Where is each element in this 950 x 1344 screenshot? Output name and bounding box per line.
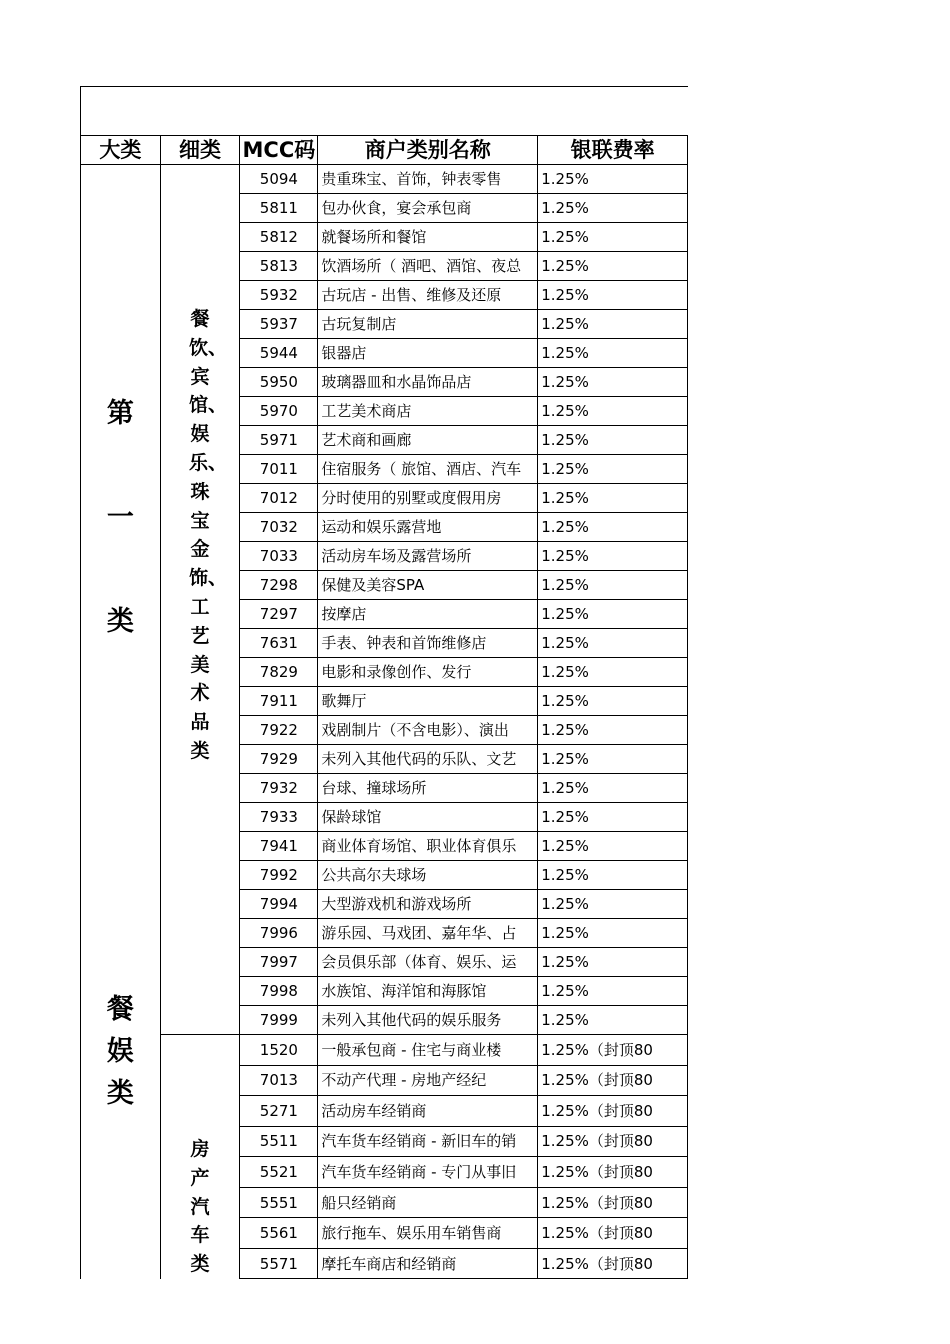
major-category-part3: 类: [106, 606, 134, 637]
rate-cell: 1.25%: [538, 716, 688, 745]
mcc-cell: 7998: [240, 977, 318, 1006]
header-name: 商户类别名称: [318, 136, 538, 165]
merchant-name-cell: 保健及美容SPA: [318, 571, 538, 600]
rate-cell: 1.25%（封顶80: [538, 1065, 688, 1096]
rate-cell: 1.25%（封顶80: [538, 1096, 688, 1127]
table-body: [81, 165, 688, 1279]
mcc-cell: 7933: [240, 803, 318, 832]
mcc-cell: 7829: [240, 658, 318, 687]
rate-cell: 1.25%: [538, 455, 688, 484]
mcc-cell: 5812: [240, 223, 318, 252]
rate-cell: 1.25%（封顶80: [538, 1187, 688, 1218]
merchant-name-cell: 摩托车商店和经销商: [318, 1248, 538, 1279]
mcc-cell: 7631: [240, 629, 318, 658]
rate-cell: 1.25%: [538, 223, 688, 252]
rate-cell: 1.25%: [538, 513, 688, 542]
mcc-cell: 5813: [240, 252, 318, 281]
sub-category-cell-2: [160, 1035, 240, 1279]
mcc-cell: 5937: [240, 310, 318, 339]
mcc-cell: 7992: [240, 861, 318, 890]
rate-cell: 1.25%: [538, 1006, 688, 1035]
rate-cell: 1.25%: [538, 687, 688, 716]
merchant-name-cell: 活动房车经销商: [318, 1096, 538, 1127]
rate-cell: 1.25%（封顶80: [538, 1126, 688, 1157]
sheet-title-row: [80, 86, 688, 135]
rate-cell: 1.25%: [538, 919, 688, 948]
merchant-name-cell: 会员俱乐部（体育、娱乐、运: [318, 948, 538, 977]
major-category-part1: 第: [106, 398, 134, 429]
rate-cell: 1.25%: [538, 252, 688, 281]
major-category-part4: 餐娱类: [106, 994, 134, 1109]
mcc-cell: 1520: [240, 1035, 318, 1066]
merchant-name-cell: 玻璃器皿和水晶饰品店: [318, 368, 538, 397]
rate-cell: 1.25%: [538, 542, 688, 571]
rate-sheet: [80, 86, 688, 1276]
mcc-cell: 5521: [240, 1157, 318, 1188]
merchant-name-cell: 饮酒场所（ 酒吧、酒馆、夜总: [318, 252, 538, 281]
mcc-cell: 7012: [240, 484, 318, 513]
mcc-cell: 7922: [240, 716, 318, 745]
rate-cell: 1.25%: [538, 948, 688, 977]
merchant-name-cell: 船只经销商: [318, 1187, 538, 1218]
mcc-cell: 7932: [240, 774, 318, 803]
header-rate: 银联费率: [538, 136, 688, 165]
mcc-cell: 5551: [240, 1187, 318, 1218]
merchant-name-cell: 分时使用的别墅或度假用房: [318, 484, 538, 513]
merchant-name-cell: 旅行拖车、娱乐用车销售商: [318, 1218, 538, 1249]
header-mcc: MCC码: [240, 136, 318, 165]
mcc-cell: 5094: [240, 165, 318, 194]
merchant-name-cell: 未列入其他代码的娱乐服务: [318, 1006, 538, 1035]
rate-cell: 1.25%: [538, 658, 688, 687]
merchant-name-cell: 保龄球馆: [318, 803, 538, 832]
mcc-cell: 7999: [240, 1006, 318, 1035]
merchant-name-cell: 古玩店 - 出售、维修及还原: [318, 281, 538, 310]
rate-cell: 1.25%（封顶80: [538, 1157, 688, 1188]
mcc-cell: 7911: [240, 687, 318, 716]
rate-cell: 1.25%: [538, 774, 688, 803]
merchant-name-cell: 商业体育场馆、职业体育俱乐: [318, 832, 538, 861]
merchant-name-cell: 古玩复制店: [318, 310, 538, 339]
rate-cell: 1.25%: [538, 368, 688, 397]
rate-cell: 1.25%: [538, 426, 688, 455]
merchant-name-cell: 一般承包商 - 住宅与商业楼: [318, 1035, 538, 1066]
mcc-cell: 7298: [240, 571, 318, 600]
merchant-name-cell: 未列入其他代码的乐队、文艺: [318, 745, 538, 774]
merchant-name-cell: 手表、钟表和首饰维修店: [318, 629, 538, 658]
merchant-name-cell: 水族馆、海洋馆和海豚馆: [318, 977, 538, 1006]
table-row: [81, 165, 688, 194]
sub-category-1-label: 餐饮、宾馆、娱乐、珠宝金饰、工艺美术品类: [189, 308, 228, 762]
merchant-name-cell: 就餐场所和餐馆: [318, 223, 538, 252]
mcc-cell: 5932: [240, 281, 318, 310]
mcc-cell: 7033: [240, 542, 318, 571]
mcc-cell: 7011: [240, 455, 318, 484]
merchant-name-cell: 汽车货车经销商 - 专门从事旧: [318, 1157, 538, 1188]
merchant-name-cell: 汽车货车经销商 - 新旧车的销: [318, 1126, 538, 1157]
mcc-cell: 5811: [240, 194, 318, 223]
merchant-name-cell: 住宿服务（ 旅馆、酒店、汽车: [318, 455, 538, 484]
merchant-name-cell: 公共高尔夫球场: [318, 861, 538, 890]
mcc-cell: 5944: [240, 339, 318, 368]
rate-cell: 1.25%: [538, 165, 688, 194]
mcc-cell: 5571: [240, 1248, 318, 1279]
mcc-cell: 5271: [240, 1096, 318, 1127]
table-row: [81, 1035, 688, 1066]
merchant-name-cell: 按摩店: [318, 600, 538, 629]
merchant-name-cell: 银器店: [318, 339, 538, 368]
mcc-cell: 5970: [240, 397, 318, 426]
merchant-name-cell: 电影和录像创作、发行: [318, 658, 538, 687]
mcc-cell: 7929: [240, 745, 318, 774]
rate-cell: 1.25%: [538, 600, 688, 629]
merchant-name-cell: 包办伙食，宴会承包商: [318, 194, 538, 223]
merchant-name-cell: 运动和娱乐露营地: [318, 513, 538, 542]
rate-cell: 1.25%: [538, 832, 688, 861]
rate-cell: 1.25%: [538, 397, 688, 426]
mcc-cell: 7013: [240, 1065, 318, 1096]
rate-cell: 1.25%（封顶80: [538, 1035, 688, 1066]
merchant-name-cell: 台球、撞球场所: [318, 774, 538, 803]
rate-table: [80, 135, 688, 1279]
mcc-cell: 7297: [240, 600, 318, 629]
mcc-cell: 5950: [240, 368, 318, 397]
header-row: [81, 136, 688, 165]
rate-cell: 1.25%: [538, 977, 688, 1006]
mcc-cell: 5511: [240, 1126, 318, 1157]
header-major: 大类: [81, 136, 161, 165]
major-category-cell: [81, 165, 161, 1279]
rate-cell: 1.25%: [538, 629, 688, 658]
mcc-cell: 7032: [240, 513, 318, 542]
major-category-part2: 一: [106, 502, 134, 533]
merchant-name-cell: 大型游戏机和游戏场所: [318, 890, 538, 919]
mcc-cell: 5971: [240, 426, 318, 455]
rate-cell: 1.25%: [538, 339, 688, 368]
sub-category-2-label: 房产汽车类: [190, 1138, 210, 1276]
merchant-name-cell: 活动房车场及露营场所: [318, 542, 538, 571]
merchant-name-cell: 工艺美术商店: [318, 397, 538, 426]
mcc-cell: 5561: [240, 1218, 318, 1249]
mcc-cell: 7997: [240, 948, 318, 977]
rate-cell: 1.25%: [538, 745, 688, 774]
merchant-name-cell: 游乐园、马戏团、嘉年华、占: [318, 919, 538, 948]
rate-cell: 1.25%（封顶80: [538, 1218, 688, 1249]
rate-cell: 1.25%: [538, 861, 688, 890]
merchant-name-cell: 戏剧制片（不含电影）、演出: [318, 716, 538, 745]
merchant-name-cell: 贵重珠宝、首饰，钟表零售: [318, 165, 538, 194]
merchant-name-cell: 艺术商和画廊: [318, 426, 538, 455]
sub-category-cell-1: [160, 165, 240, 1035]
mcc-cell: 7996: [240, 919, 318, 948]
rate-cell: 1.25%: [538, 484, 688, 513]
rate-cell: 1.25%: [538, 803, 688, 832]
rate-cell: 1.25%: [538, 194, 688, 223]
mcc-cell: 7994: [240, 890, 318, 919]
mcc-cell: 7941: [240, 832, 318, 861]
merchant-name-cell: 不动产代理 - 房地产经纪: [318, 1065, 538, 1096]
rate-cell: 1.25%（封顶80: [538, 1248, 688, 1279]
rate-cell: 1.25%: [538, 890, 688, 919]
header-minor: 细类: [160, 136, 240, 165]
rate-cell: 1.25%: [538, 310, 688, 339]
rate-cell: 1.25%: [538, 281, 688, 310]
merchant-name-cell: 歌舞厅: [318, 687, 538, 716]
rate-cell: 1.25%: [538, 571, 688, 600]
